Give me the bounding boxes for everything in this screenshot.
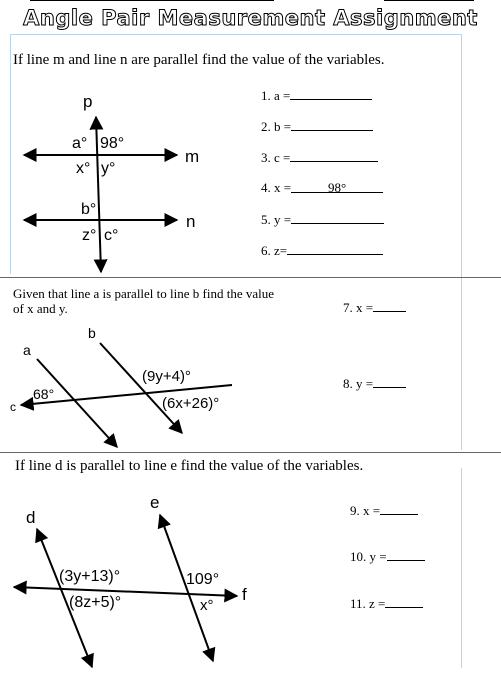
section2-instruction-line2: of x and y. <box>13 301 68 316</box>
line-f <box>14 587 237 596</box>
angle-given: 98° <box>100 135 125 152</box>
angle-y: y° <box>101 160 116 177</box>
label-e: e <box>150 493 160 512</box>
angle-c: c° <box>104 227 119 244</box>
question-label: 6. z= <box>261 243 288 258</box>
question-label: 3. c = <box>261 150 291 165</box>
angle-9y4: (9y+4)° <box>142 368 191 385</box>
question-10 <box>350 548 425 565</box>
angle-a: a° <box>72 135 88 152</box>
question-label: 1. a = <box>261 88 291 103</box>
question-label: 5. y = <box>261 212 292 227</box>
question-label: 8. y = <box>343 376 374 391</box>
angle-given: 109° <box>186 571 220 588</box>
label-m: m <box>185 147 200 166</box>
label-d: d <box>26 508 36 527</box>
page-title: Angle Pair Measurement Assignment <box>23 6 478 30</box>
answer-field[interactable] <box>380 502 418 515</box>
section1-instruction: If line m and line n are parallel find the value of the variables. <box>13 52 385 68</box>
line-e <box>160 515 213 661</box>
question-label: 7. x = <box>343 300 374 315</box>
question-label: 11. z = <box>350 596 386 611</box>
label-n: n <box>186 212 196 231</box>
question-label: 2. b = <box>261 119 292 134</box>
angle-z: z° <box>82 227 97 244</box>
angle-x: x° <box>200 597 214 614</box>
label-b: b <box>88 325 96 341</box>
section3-instruction: If line d is parallel to line e find the value of the variables. <box>15 458 364 474</box>
label-f: f <box>242 585 247 604</box>
label-c: c <box>10 400 16 414</box>
angle-given: 68° <box>33 386 55 402</box>
angle-8z5: (8z+5)° <box>69 594 122 611</box>
angle-3y13: (3y+13)° <box>59 568 121 585</box>
angle-6x26: (6x+26)° <box>162 395 220 412</box>
question-label: 10. y = <box>350 549 387 564</box>
question-11 <box>350 595 423 612</box>
question-9 <box>350 502 418 519</box>
angle-b: b° <box>81 201 97 218</box>
section2-instruction-line1: Given that line a is parallel to line b find the value <box>13 286 275 301</box>
answer-field[interactable]: 98° <box>291 180 383 193</box>
answer-field[interactable] <box>387 548 425 561</box>
question-label: 9. x = <box>350 503 381 518</box>
question-label: 4. x = <box>261 180 292 195</box>
answer-field[interactable] <box>385 595 423 608</box>
label-p: p <box>83 92 93 111</box>
label-a: a <box>23 342 31 358</box>
angle-x: x° <box>76 160 91 177</box>
